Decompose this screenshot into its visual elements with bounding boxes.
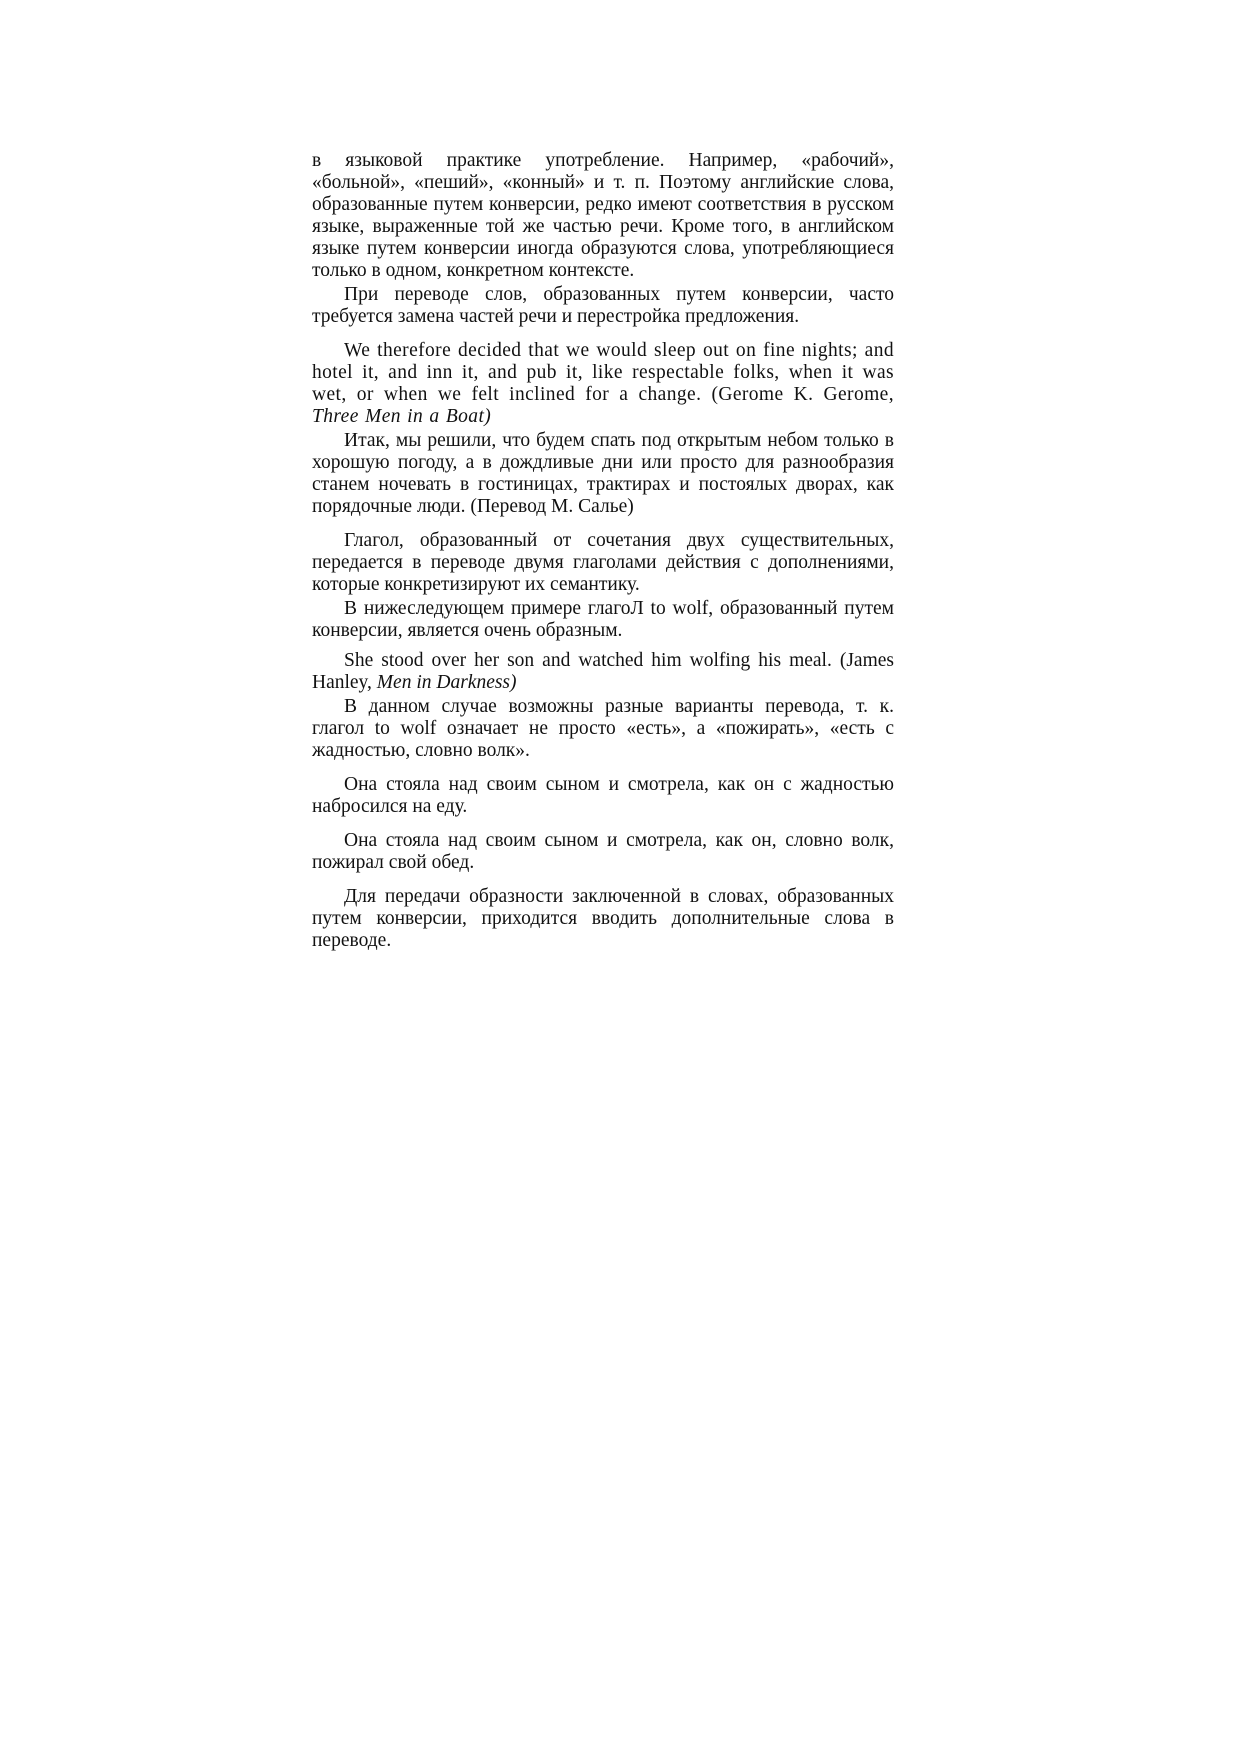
book-title: Men in Darkness): [376, 672, 517, 693]
text-column: [312, 150, 894, 952]
paragraph-translation-variant-1: Она стояла над своим сыном и смотрела, как он с жадностью набросился на еду.: [312, 774, 894, 817]
paragraph-translation-note: При переводе слов, образованных путем конверсии, часто требуется замена частей речи и перестройка предложения.: [312, 284, 894, 327]
paragraph-english-example-hanley: [312, 650, 894, 694]
paragraph-verb-explanation: Глагол, образованный от сочетания двух существительных, передается в переводе двумя глаголами действия с дополнениями, которые конкретизируют их семантику.: [312, 530, 894, 595]
paragraph-wolf-intro: В нижеследующем примере глагоЛ to wolf, образованный путем конверсии, является очень образным.: [312, 598, 894, 641]
paragraph-translation-variants: В данном случае возможны разные варианты перевода, т. к. глагол to wolf означает не просто «есть», а «пожирать», «есть с жадностью, словно волк».: [312, 696, 894, 761]
paragraph-english-example-gerome: [312, 340, 894, 428]
example-text: We therefore decided that we would sleep out on fine nights; and hotel it, and inn it, and pub it, like respectable folks, when it was wet, or when we felt inclined for a change. (Gerome K. Gerome,: [312, 340, 894, 405]
paragraph-conversion-usage: в языковой практике употребление. Например, «рабочий», «больной», «пеший», «конный» и т. п. Поэтому английские слова, образованные путем конверсии, редко имеют соответствия в русском языке, выраженные той же частью речи. Кроме того, в английском языке путем конверсии иногда образуются слова, употребляющиеся только в одном, конкретном контексте.: [312, 150, 894, 281]
example-text: She stood over her son and watched him wolfing his meal. (James Hanley,: [312, 650, 894, 693]
paragraph-translation-variant-2: Она стояла над своим сыном и смотрела, как он, словно волк, пожирал свой обед.: [312, 830, 894, 873]
book-title: Three Men in a Boat): [312, 406, 492, 427]
paragraph-conclusion: Для передачи образности заключенной в словах, образованных путем конверсии, приходится вводить дополнительные слова в переводе.: [312, 886, 894, 951]
paragraph-russian-translation-salye: Итак, мы решили, что будем спать под открытым небом только в хорошую погоду, а в дождливые дни или просто для разнообразия станем ночевать в гостиницах, трактирах и постоялых дворах, как порядочные люди. (Перевод М. Салье): [312, 430, 894, 517]
